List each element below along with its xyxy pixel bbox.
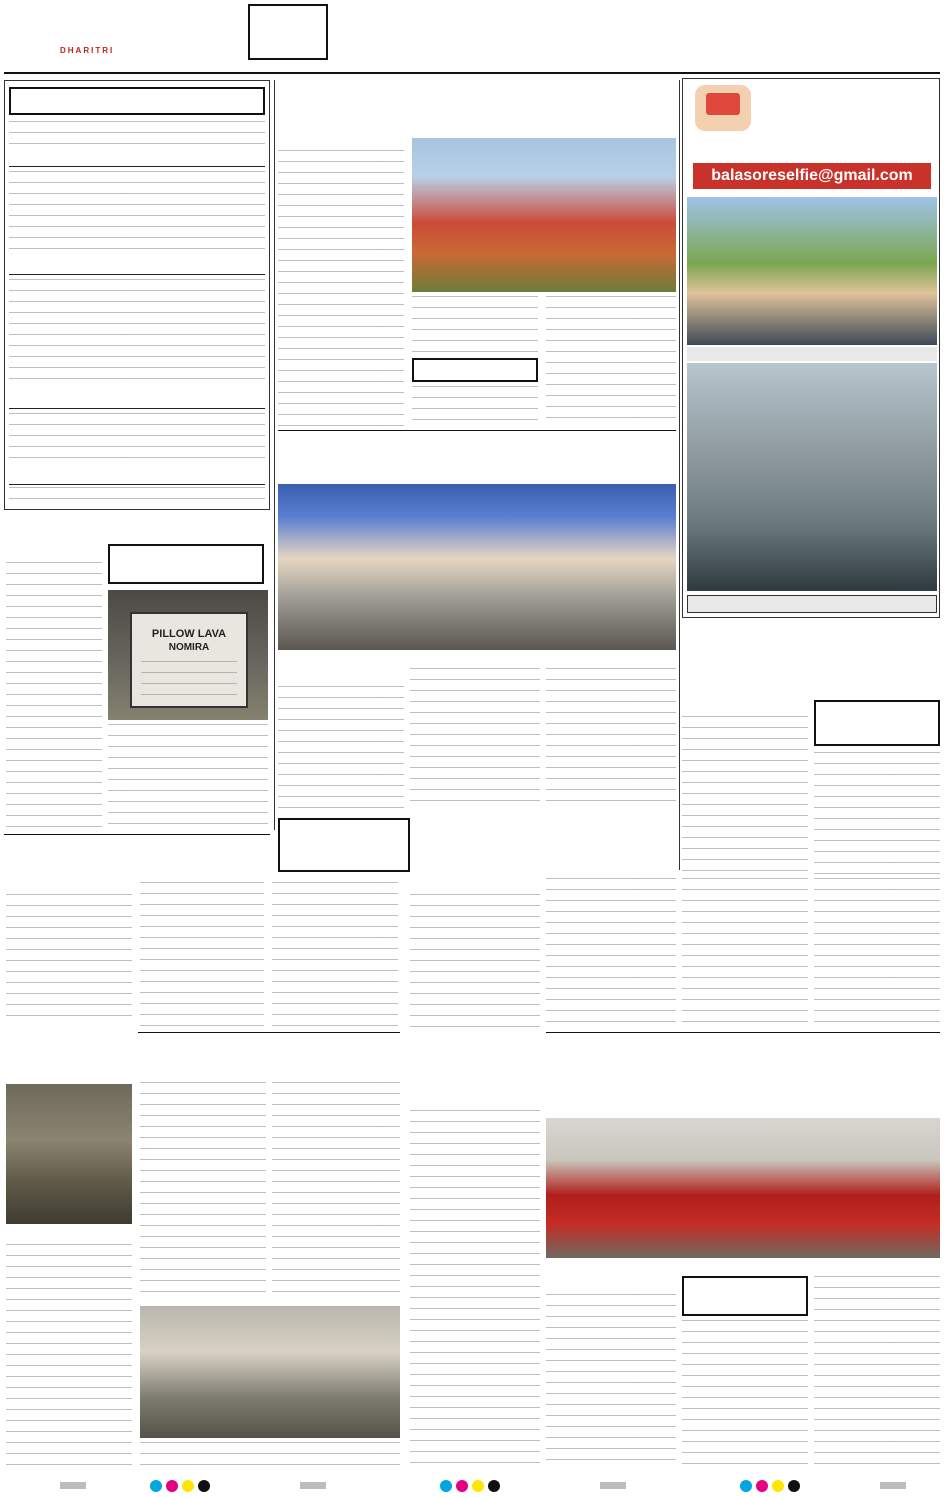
- selfie-panel-title: [761, 89, 931, 117]
- story-school-jubilee-body-1: [140, 1082, 266, 1302]
- story-forest-fire-headline: [6, 1034, 132, 1080]
- column-rule-right: [679, 80, 680, 870]
- selfie-panel-phone-icon: [695, 85, 751, 131]
- story-cm-desk-body-3: [9, 279, 265, 389]
- story-possibility-headline: [278, 434, 676, 478]
- story-awareness-headline: [6, 518, 268, 542]
- print-mark-yellow: [472, 1480, 484, 1492]
- story-grievance-dateline: [410, 878, 540, 890]
- selfie-email[interactable]: balasoreselfie@gmail.com: [693, 163, 931, 189]
- left-rule-1: [4, 834, 270, 835]
- masthead-kicker: [248, 4, 328, 60]
- pillow-lava-sign: [130, 612, 248, 708]
- story-forest-fire-dateline: [6, 1228, 132, 1240]
- selfie-panel-footer: [687, 595, 937, 613]
- print-mark-bar: [880, 1482, 906, 1489]
- print-mark-cyan: [150, 1480, 162, 1492]
- selfie-panel: [682, 78, 940, 618]
- story-supply-office-body-2: [814, 752, 940, 874]
- story-fest-headline: [410, 1036, 540, 1090]
- story-mother-assault-body-2: [140, 882, 264, 1026]
- right-rule-1: [546, 1032, 940, 1033]
- pillow-lava-sign-line1: PILLOW LAVA: [151, 628, 227, 640]
- story-chitfund-body-2: [682, 1320, 808, 1470]
- story-chitfund-caption: [546, 1262, 746, 1274]
- masthead-logo-sub: DHARITRI: [60, 46, 115, 55]
- pillow-lava-photo: [108, 590, 268, 720]
- print-mark-bar: [300, 1482, 326, 1489]
- center-rule-1: [278, 430, 676, 431]
- story-grievance-body-3: [682, 878, 808, 1028]
- print-mark-bar: [600, 1482, 626, 1489]
- print-mark-cyan: [740, 1480, 752, 1492]
- story-supply-office-body-1: [682, 716, 808, 874]
- chitfund-protest-photo: [546, 1118, 940, 1258]
- story-projects-body-2: [412, 296, 538, 352]
- print-mark-bar: [60, 1482, 86, 1489]
- print-mark-yellow: [772, 1480, 784, 1492]
- story-projects-body-4: [412, 386, 538, 426]
- story-projects-headline: [278, 80, 676, 132]
- story-chitfund-dateline: [560, 1278, 680, 1290]
- story-possibility-body-1: [278, 686, 404, 810]
- page-number: [882, 4, 940, 52]
- masthead-logo: [6, 6, 156, 46]
- story-school-jubilee-body-2: [272, 1082, 400, 1302]
- story-possibility-caption: [278, 654, 478, 666]
- pillow-lava-sign-line2: NOMIRA: [168, 642, 210, 653]
- story-school-jubilee-caption: [140, 1442, 400, 1468]
- region-title: [690, 4, 880, 52]
- story-awareness: [4, 514, 270, 832]
- story-awareness-box-heading: [108, 544, 264, 584]
- story-chitfund-body-3: [814, 1276, 940, 1470]
- school-jubilee-photo: [140, 1306, 400, 1438]
- story-cm-desk-sub1: [9, 151, 265, 167]
- story-cm-desk-sub4: [9, 469, 265, 485]
- print-mark-magenta: [756, 1480, 768, 1492]
- selfie-panel-phone-screen: [706, 93, 740, 115]
- masthead: [0, 0, 945, 76]
- story-chitfund-body-1: [546, 1294, 676, 1470]
- story-school-jubilee-dateline: [194, 1066, 324, 1078]
- center-rule-2: [138, 1032, 400, 1033]
- story-supply-office-dateline: [720, 700, 820, 712]
- story-supply-office-headline: [682, 624, 940, 698]
- story-cm-desk-sub3: [9, 393, 265, 409]
- story-grievance-body-4: [814, 878, 940, 1028]
- possibility-stage-photo: [278, 484, 676, 650]
- forest-fire-photo: [6, 1084, 132, 1224]
- story-awareness-body-2: [108, 724, 268, 828]
- story-mother-assault-dateline: [6, 882, 126, 894]
- story-possibility-dateline: [278, 672, 398, 684]
- selfie-photo-1-credit: [687, 347, 937, 361]
- selfie-photo-2: [687, 363, 937, 591]
- story-possibility-body-3: [546, 668, 676, 810]
- masthead-ticker: [334, 4, 684, 58]
- story-forest-fire: [4, 1032, 134, 1470]
- print-mark-yellow: [182, 1480, 194, 1492]
- selfie-panel-tagline: [693, 135, 931, 157]
- story-chitfund-headline: [546, 1064, 940, 1112]
- story-mother-assault-body-3: [272, 882, 398, 1026]
- story-cm-desk-body-5: [9, 487, 265, 507]
- print-mark-black: [488, 1480, 500, 1492]
- story-grievance-body-2: [546, 878, 676, 1028]
- pillow-lava-sign-text: [141, 661, 237, 705]
- story-mother-assault-body-1: [6, 894, 132, 1026]
- print-mark-cyan: [440, 1480, 452, 1492]
- story-fest-body: [410, 1110, 540, 1468]
- story-possibility-body-2: [410, 668, 540, 810]
- masthead-date: [6, 56, 242, 70]
- print-mark-black: [198, 1480, 210, 1492]
- story-grievance-body-1: [410, 894, 540, 1028]
- print-mark-magenta: [456, 1480, 468, 1492]
- selfie-photo-2-credit: [687, 577, 937, 591]
- story-cm-desk-headline: [9, 87, 265, 115]
- column-rule-left: [274, 80, 275, 830]
- story-cm-desk-body-1: [9, 121, 265, 147]
- story-cm-desk-body-2: [9, 171, 265, 255]
- story-cm-desk-body-4: [9, 413, 265, 465]
- print-marks-strip: [0, 1474, 945, 1497]
- story-projects-body-3: [546, 296, 676, 426]
- print-mark-magenta: [166, 1480, 178, 1492]
- story-grievance-box-heading: [278, 818, 410, 872]
- story-cm-desk: [4, 80, 270, 510]
- selfie-photo-1: [687, 197, 937, 345]
- story-grievance-headline: [420, 818, 676, 870]
- story-school-jubilee-headline: [138, 1036, 400, 1060]
- projects-inauguration-photo: [412, 138, 676, 292]
- story-cm-desk-sub2: [9, 259, 265, 275]
- story-awareness-body-1: [6, 562, 102, 828]
- print-mark-black: [788, 1480, 800, 1492]
- story-forest-fire-body: [6, 1244, 132, 1468]
- masthead-rule: [4, 72, 940, 74]
- story-fest-dateline: [410, 1094, 540, 1106]
- story-projects-box-heading: [412, 358, 538, 382]
- story-supply-office-box-heading: [814, 700, 940, 746]
- story-projects-dateline: [278, 136, 408, 148]
- story-chitfund-box-heading: [682, 1276, 808, 1316]
- story-projects-body-1: [278, 150, 404, 426]
